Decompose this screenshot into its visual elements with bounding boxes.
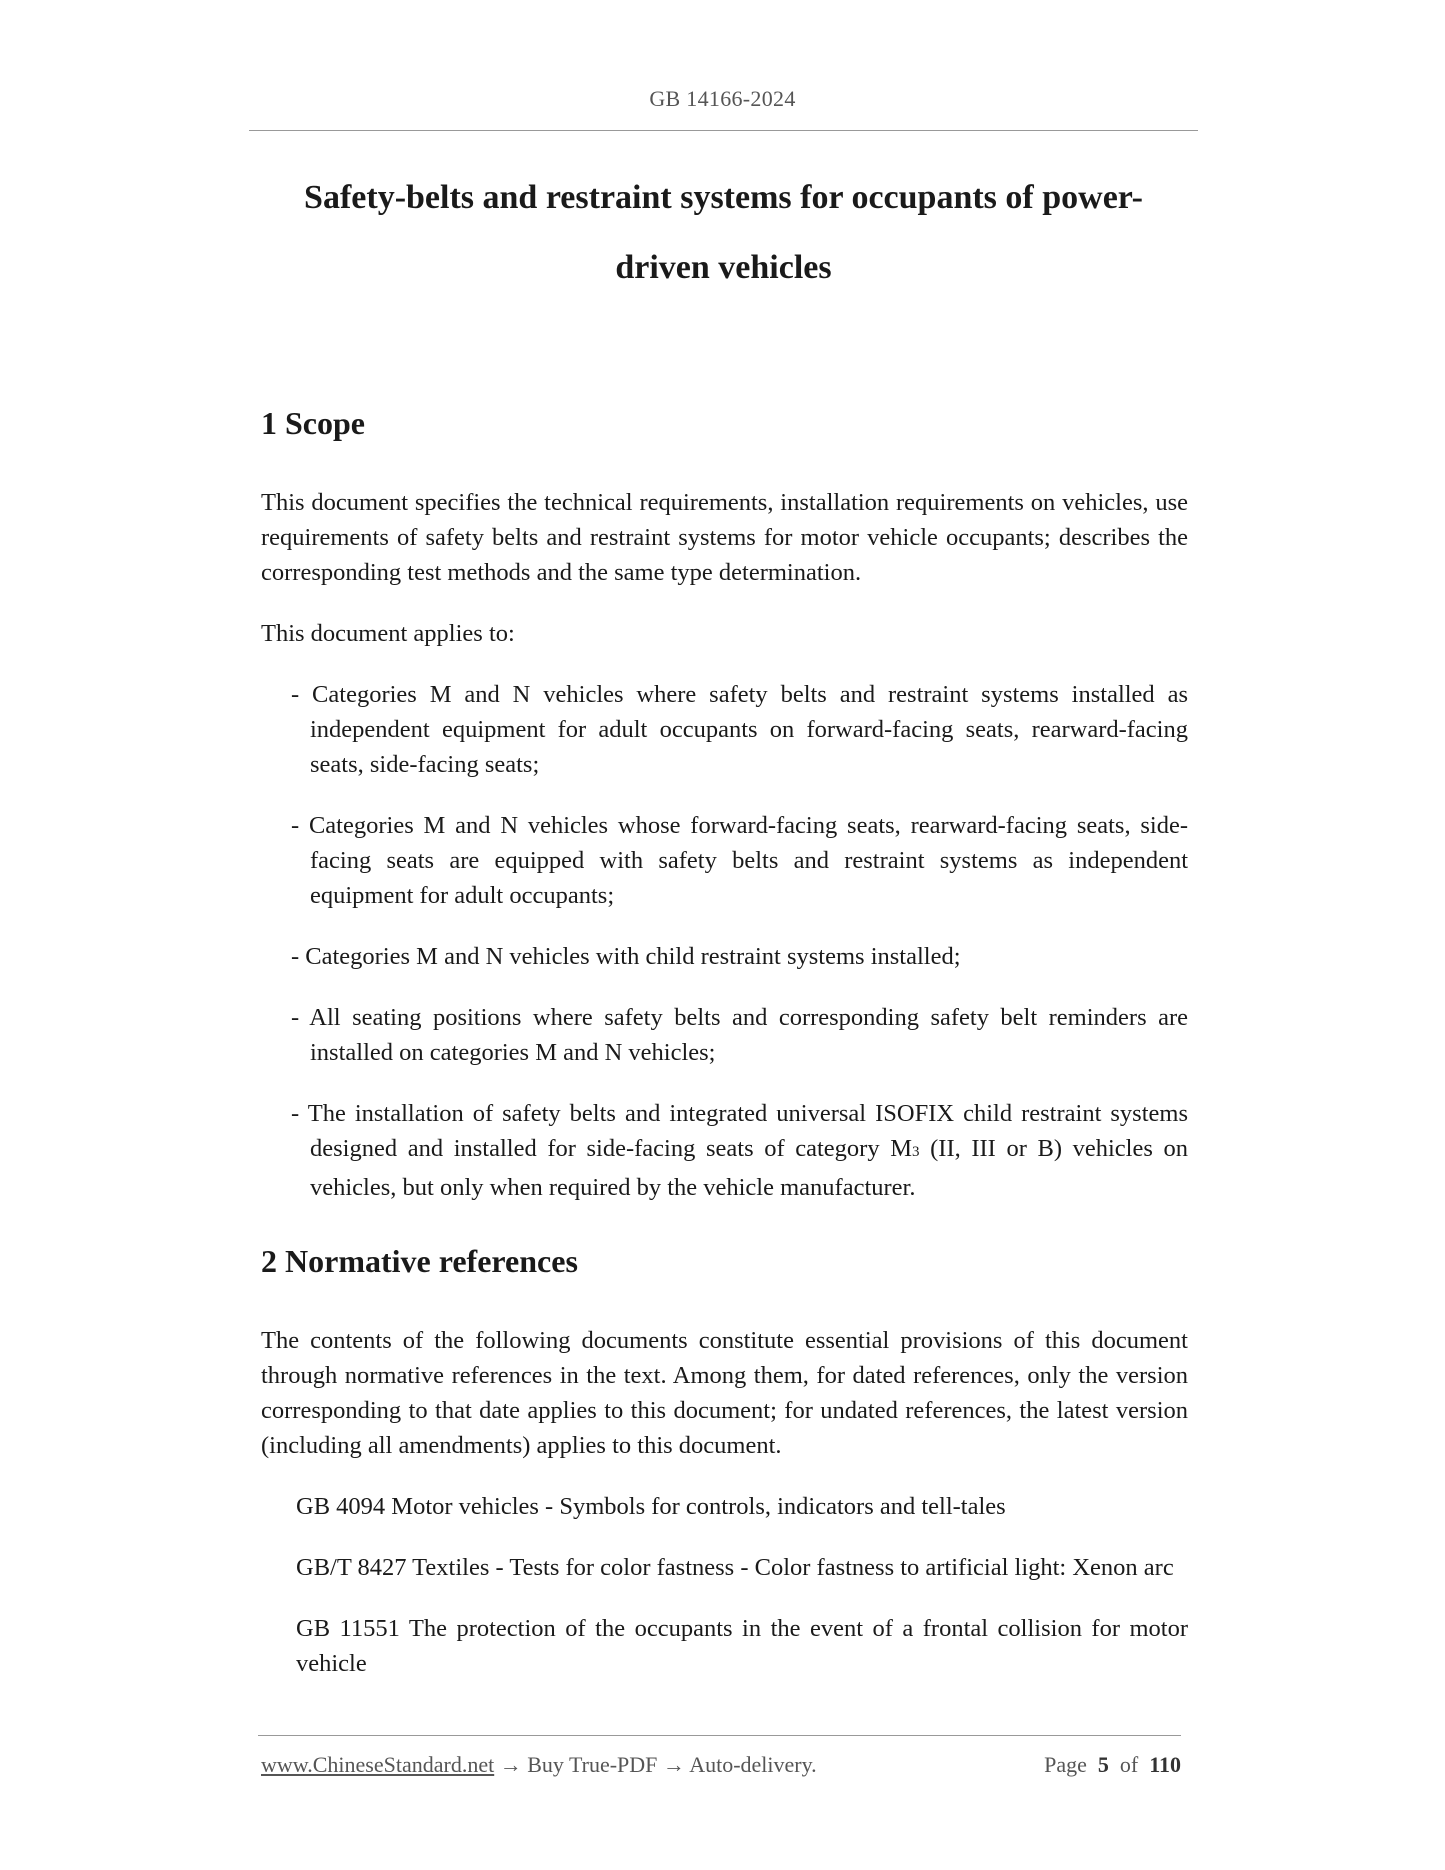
page-number: 5 [1097, 1752, 1109, 1777]
list-item-text-pre: - The installation of safety belts and integrated universal ISOFIX child restraint systems designed and installed for side-facing seats of category M [291, 1100, 1188, 1162]
category-subscript: 3 [912, 1144, 920, 1160]
normative-references-body [261, 1323, 1188, 1707]
section-heading-scope: 1 Scope [261, 405, 365, 441]
footer-purchase-text: → Buy True-PDF → Auto-delivery. [494, 1752, 817, 1777]
footer-left [261, 1752, 817, 1778]
list-item: - Categories M and N vehicles whose forward-facing seats, rearward-facing seats, side-facing seats are equipped with safety belts and restraint systems as independent equipment for adult occupants; [291, 812, 1188, 909]
list-item: - Categories M and N vehicles where safety belts and restraint systems installed as independent equipment for adult occupants on forward-facing seats, rearward-facing seats, side-facing seats; [291, 681, 1188, 778]
list-item: - All seating positions where safety belts and corresponding safety belt reminders are installed on categories M and N vehicles; [291, 1004, 1188, 1066]
document-title-line2: driven vehicles [615, 249, 832, 286]
list-item [291, 1096, 1188, 1205]
website-link[interactable]: www.ChineseStandard.net [261, 1752, 495, 1777]
section-heading-normative-references: 2 Normative references [261, 1243, 578, 1279]
reference-item: GB 11551 The protection of the occupants in the event of a frontal collision for motor vehicle [296, 1615, 1188, 1677]
document-title [249, 163, 1198, 303]
scope-body [261, 485, 1188, 1231]
reference-item: GB/T 8427 Textiles - Tests for color fastness - Color fastness to artificial light: Xenon arc [296, 1554, 1174, 1581]
page-indicator [1044, 1752, 1181, 1778]
normative-references-paragraph: The contents of the following documents constitute essential provisions of this document through normative references in the text. Among them, for dated references, only the version corresponding to that date applies to this document; for undated references, the latest version (including all amendments) applies to this document. [261, 1327, 1188, 1459]
scope-paragraph: This document specifies the technical requirements, installation requirements on vehicles, use requirements of safety belts and restraint systems for motor vehicle occupants; describes the corresponding test methods and the same type determination. [261, 489, 1188, 586]
page-label: Page [1044, 1752, 1087, 1777]
list-item: - Categories M and N vehicles with child restraint systems installed; [291, 943, 961, 970]
of-label: of [1119, 1752, 1139, 1777]
total-pages: 110 [1149, 1752, 1181, 1777]
applies-to-paragraph: This document applies to: [261, 620, 515, 647]
running-header: GB 14166-2024 [649, 86, 796, 111]
header-rule [249, 130, 1198, 131]
document-title-line1: Safety-belts and restraint systems for occupants of power- [304, 179, 1143, 216]
footer-rule [258, 1735, 1181, 1736]
reference-item: GB 4094 Motor vehicles - Symbols for controls, indicators and tell-tales [296, 1493, 1006, 1520]
list-item-text-post: (II, III or B) vehicles on vehicles, but only when required by the vehicle manufacturer. [310, 1135, 1188, 1201]
